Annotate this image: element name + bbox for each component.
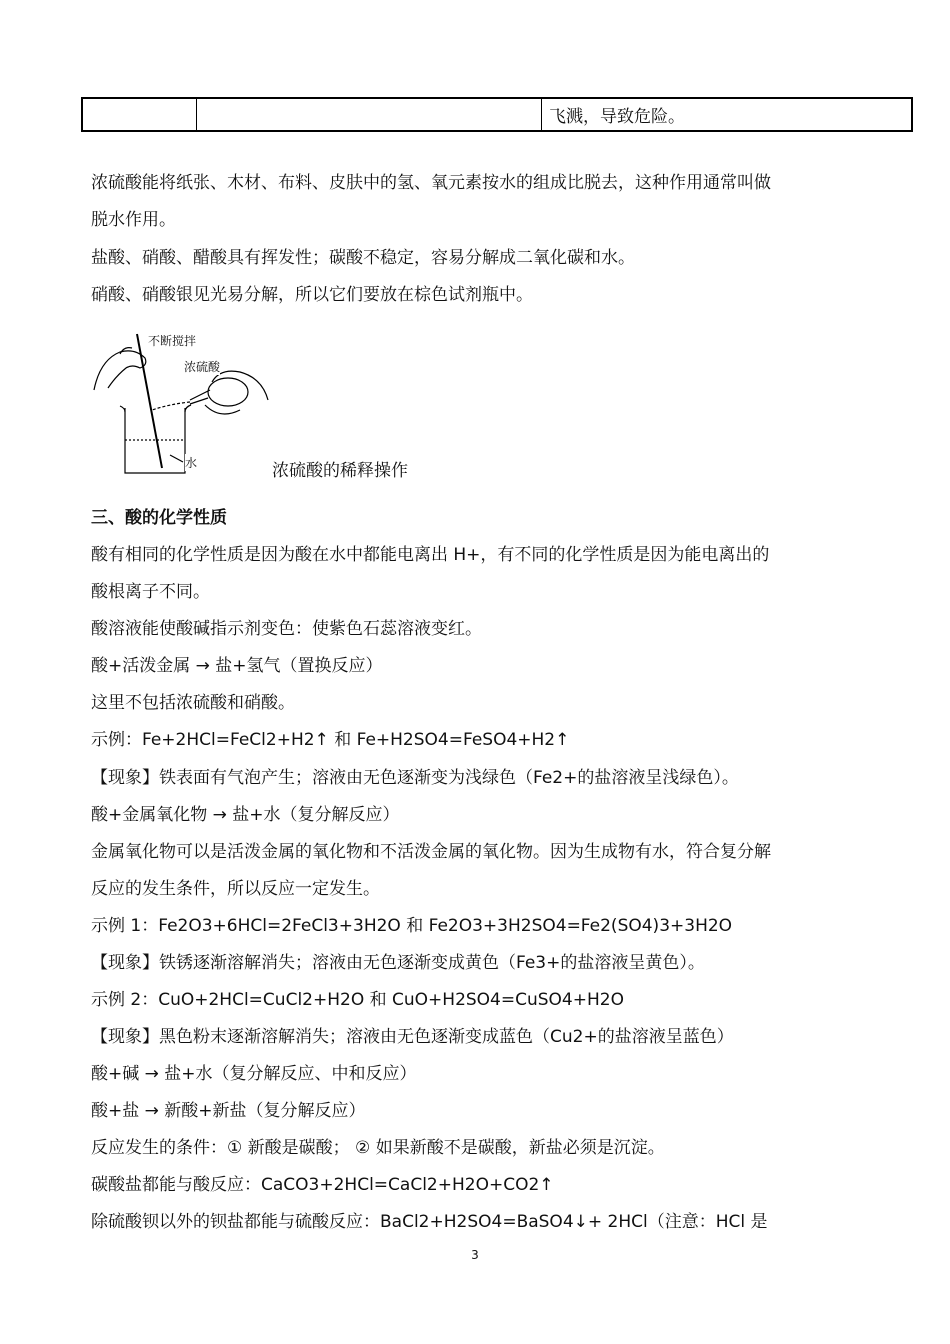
body-line: 酸+金属氧化物 → 盐+水（复分解反应） [91, 805, 400, 825]
body-line: 酸+盐 → 新酸+新盐（复分解反应） [91, 1101, 366, 1121]
body-line: 酸有相同的化学性质是因为酸在水中都能电离出 H+，有不同的化学性质是因为能电离出的 [91, 545, 770, 565]
body-line: 【现象】铁表面有气泡产生；溶液由无色逐渐变为浅绿色（Fe2+的盐溶液呈浅绿色）。 [91, 768, 739, 788]
dilution-illustration [90, 330, 275, 480]
figure-caption: 浓硫酸的稀释操作 [272, 461, 408, 481]
body-line: 反应发生的条件：① 新酸是碳酸； ② 如果新酸不是碳酸，新盐必须是沉淀。 [91, 1138, 665, 1158]
body-line: 酸根离子不同。 [91, 582, 210, 602]
table-cell-text: 飞溅，导致危险。 [549, 107, 685, 127]
body-line: 除硫酸钡以外的钡盐都能与硫酸反应：BaCl2+H2SO4=BaSO4↓+ 2HCl（注意：HCl 是 [91, 1212, 768, 1232]
figure-label-water: 水 [185, 456, 198, 470]
body-line: 示例 1：Fe2O3+6HCl=2FeCl3+3H2O 和 Fe2O3+3H2SO4=Fe2(SO4)3+3H2O [91, 916, 733, 936]
body-line: 酸+活泼金属 → 盐+氢气（置换反应） [91, 656, 383, 676]
dilution-figure [90, 330, 275, 480]
table-column-divider [196, 99, 197, 130]
section-title: 三、酸的化学性质 [91, 508, 227, 528]
body-line: 这里不包括浓硫酸和硝酸。 [91, 693, 295, 713]
table-column-divider [541, 99, 542, 130]
body-line: 【现象】铁锈逐渐溶解消失；溶液由无色逐渐变成黄色（Fe3+的盐溶液呈黄色）。 [91, 953, 705, 973]
body-line: 碳酸盐都能与酸反应：CaCO3+2HCl=CaCl2+H2O+CO2↑ [91, 1175, 554, 1195]
paragraph-line: 硝酸、硝酸银见光易分解，所以它们要放在棕色试剂瓶中。 [91, 285, 533, 305]
paragraph-line: 脱水作用。 [91, 210, 176, 230]
body-line: 反应的发生条件，所以反应一定发生。 [91, 879, 380, 899]
table-fragment [81, 97, 913, 132]
body-line: 酸+碱 → 盐+水（复分解反应、中和反应） [91, 1064, 417, 1084]
body-line: 示例 2：CuO+2HCl=CuCl2+H2O 和 CuO+H2SO4=CuSO4+H2O [91, 990, 624, 1010]
paragraph-line: 盐酸、硝酸、醋酸具有挥发性；碳酸不稳定，容易分解成二氧化碳和水。 [91, 248, 635, 268]
body-line: 酸溶液能使酸碱指示剂变色：使紫色石蕊溶液变红。 [91, 619, 482, 639]
figure-label-acid: 浓硫酸 [184, 360, 221, 374]
body-line: 示例：Fe+2HCl=FeCl2+H2↑ 和 Fe+H2SO4=FeSO4+H2↑ [91, 730, 570, 750]
paragraph-line: 浓硫酸能将纸张、木材、布料、皮肤中的氢、氧元素按水的组成比脱去，这种作用通常叫做 [91, 173, 771, 193]
figure-label-stir: 不断搅拌 [148, 334, 197, 348]
body-line: 金属氧化物可以是活泼金属的氧化物和不活泼金属的氧化物。因为生成物有水，符合复分解 [91, 842, 771, 862]
page-number: 3 [471, 1248, 479, 1262]
body-line: 【现象】黑色粉末逐渐溶解消失；溶液由无色逐渐变成蓝色（Cu2+的盐溶液呈蓝色） [91, 1027, 734, 1047]
